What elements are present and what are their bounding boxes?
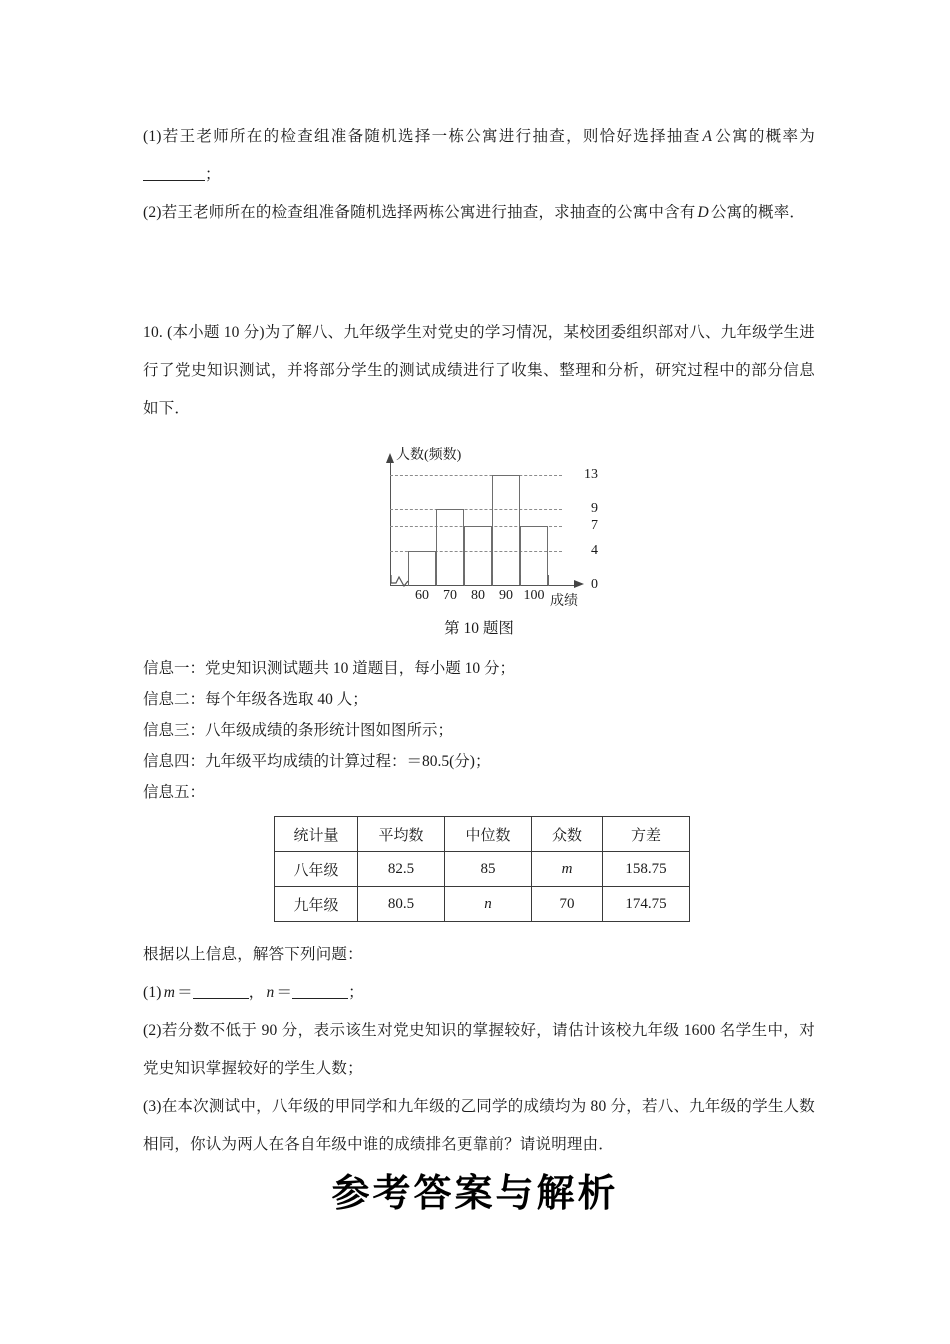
figure-spacer	[143, 428, 815, 448]
prev-q-sub2-pre: (2)若王老师所在的检查组准备随机选择两栋公寓进行抽查，求抽查的公寓中含有	[143, 204, 696, 221]
table-header-cell: 平均数	[358, 817, 445, 852]
table-header-cell: 方差	[603, 817, 690, 852]
x-tick	[520, 575, 521, 586]
table-header-row	[275, 817, 690, 852]
q10-sub1-separator: ，	[248, 984, 265, 1001]
x-tick-label: 90	[499, 588, 513, 603]
q10-eq-2: ＝	[276, 984, 293, 1001]
information-line: 信息一：党史知识测试题共 10 道题目，每小题 10 分；	[143, 660, 516, 677]
section-spacer	[143, 232, 815, 314]
x-tick	[464, 575, 465, 586]
x-tick	[436, 575, 437, 586]
y-axis-label: 人数(频数)	[396, 448, 462, 463]
table-header-cell: 众数	[532, 817, 603, 852]
question-10-stem: 10. (本小题 10 分)为了解八、九年级学生对党史的学习情况，某校团委组织部对八、九年级学生进行了党史知识测试，并将部分学生的测试成绩进行了收集、整理和分析，研究过程中的部分信息如下．	[143, 324, 815, 417]
table-header-cell: 统计量	[275, 817, 358, 852]
table-row	[275, 852, 690, 887]
table-cell	[445, 887, 532, 922]
question-10-sub3: (3)在本次测试中，八年级的甲同学和九年级的乙同学的成绩均为 80 分，若八、九年级的学生人数相同，你认为两人在各自年级中谁的成绩排名更靠前？请说明理由．	[143, 1098, 815, 1153]
chart-bar	[464, 526, 492, 586]
prev-question-sub1	[143, 118, 815, 194]
table-header-cell: 中位数	[445, 817, 532, 852]
y-tick-label: 4	[591, 543, 598, 558]
table-cell: 82.5	[358, 852, 445, 887]
table-cell	[532, 852, 603, 887]
table-row	[275, 887, 690, 922]
chart-bar	[520, 526, 548, 586]
answer-section-title: 参考答案与解析	[331, 1171, 619, 1215]
y-axis	[390, 462, 391, 586]
prev-q-sub2-post: 公寓的概率．	[710, 204, 806, 221]
table-cell: 八年级	[275, 852, 358, 887]
gridline	[390, 475, 562, 476]
question-10-sub2: (2)若分数不低于 90 分，表示该生对党史知识的掌握较好，请估计该校九年级 1600 名学生中，对党史知识掌握较好的学生人数；	[143, 1022, 815, 1077]
document-content	[143, 118, 815, 1164]
prev-q-sub1-post: 公寓的概率为	[714, 128, 815, 145]
y-tick-label: 9	[591, 500, 598, 516]
prev-q-sub1-pre: (1)若王老师所在的检查组准备随机选择一栋公寓进行抽查，则恰好选择抽查	[143, 128, 701, 145]
table-cell: 174.75	[603, 887, 690, 922]
information-list	[143, 653, 815, 808]
answer-blank-n[interactable]	[292, 984, 348, 999]
table-cell: 九年级	[275, 887, 358, 922]
x-tick	[492, 575, 493, 586]
x-axis-label: 成绩	[550, 594, 578, 609]
x-tick-label: 70	[443, 588, 457, 603]
chart-bar	[492, 475, 520, 586]
prev-q-sub1-variable: A	[702, 128, 713, 145]
table-cell: 70	[532, 887, 603, 922]
q10-sub1-end: ；	[348, 984, 364, 1001]
question-10-lead-in: 根据以上信息，解答下列问题：	[143, 946, 363, 963]
table-cell: 158.75	[603, 852, 690, 887]
q10-sub1-prefix: (1)	[143, 984, 162, 1001]
prev-q-sub2-variable: D	[697, 204, 709, 221]
table-cell: 85	[445, 852, 532, 887]
table-cell-variable: n	[484, 895, 492, 912]
q10-eq-1: ＝	[177, 984, 193, 1001]
chart-bar	[436, 509, 464, 586]
information-line: 信息四：九年级平均成绩的计算过程：＝80.5(分)；	[143, 753, 491, 770]
axis-break-icon	[391, 574, 421, 588]
q10-variable-n: n	[266, 984, 275, 1001]
prev-q-sub1-end: ；	[205, 166, 221, 183]
x-tick-label: 80	[471, 588, 485, 603]
information-line: 信息二：每个年级各选取 40 人；	[143, 691, 368, 708]
gridline	[390, 509, 562, 510]
bar-chart	[348, 448, 598, 608]
information-line: 信息五：	[143, 784, 206, 801]
y-axis-arrow-icon	[386, 453, 394, 463]
x-tick	[548, 575, 549, 586]
table-cell: 80.5	[358, 887, 445, 922]
prev-question-sub2	[143, 194, 815, 232]
table-cell-variable: m	[561, 860, 573, 877]
q10-variable-m: m	[163, 984, 176, 1001]
figure-caption: 第 10 题图	[444, 620, 514, 637]
y-tick-label: 13	[584, 466, 598, 482]
x-tick-label: 60	[415, 588, 429, 603]
information-line: 信息三：八年级成绩的条形统计图如图所示；	[143, 722, 454, 739]
question-10-sub1	[143, 974, 815, 1012]
answer-blank[interactable]	[143, 166, 205, 181]
y-tick-label: 7	[591, 517, 598, 533]
statistics-table	[274, 816, 690, 922]
question-10-figure	[143, 448, 815, 653]
x-tick-label: 100	[523, 588, 545, 603]
y-tick-label: 0	[591, 577, 598, 592]
answer-blank-m[interactable]	[193, 984, 249, 999]
statistics-table-wrap	[143, 816, 815, 922]
